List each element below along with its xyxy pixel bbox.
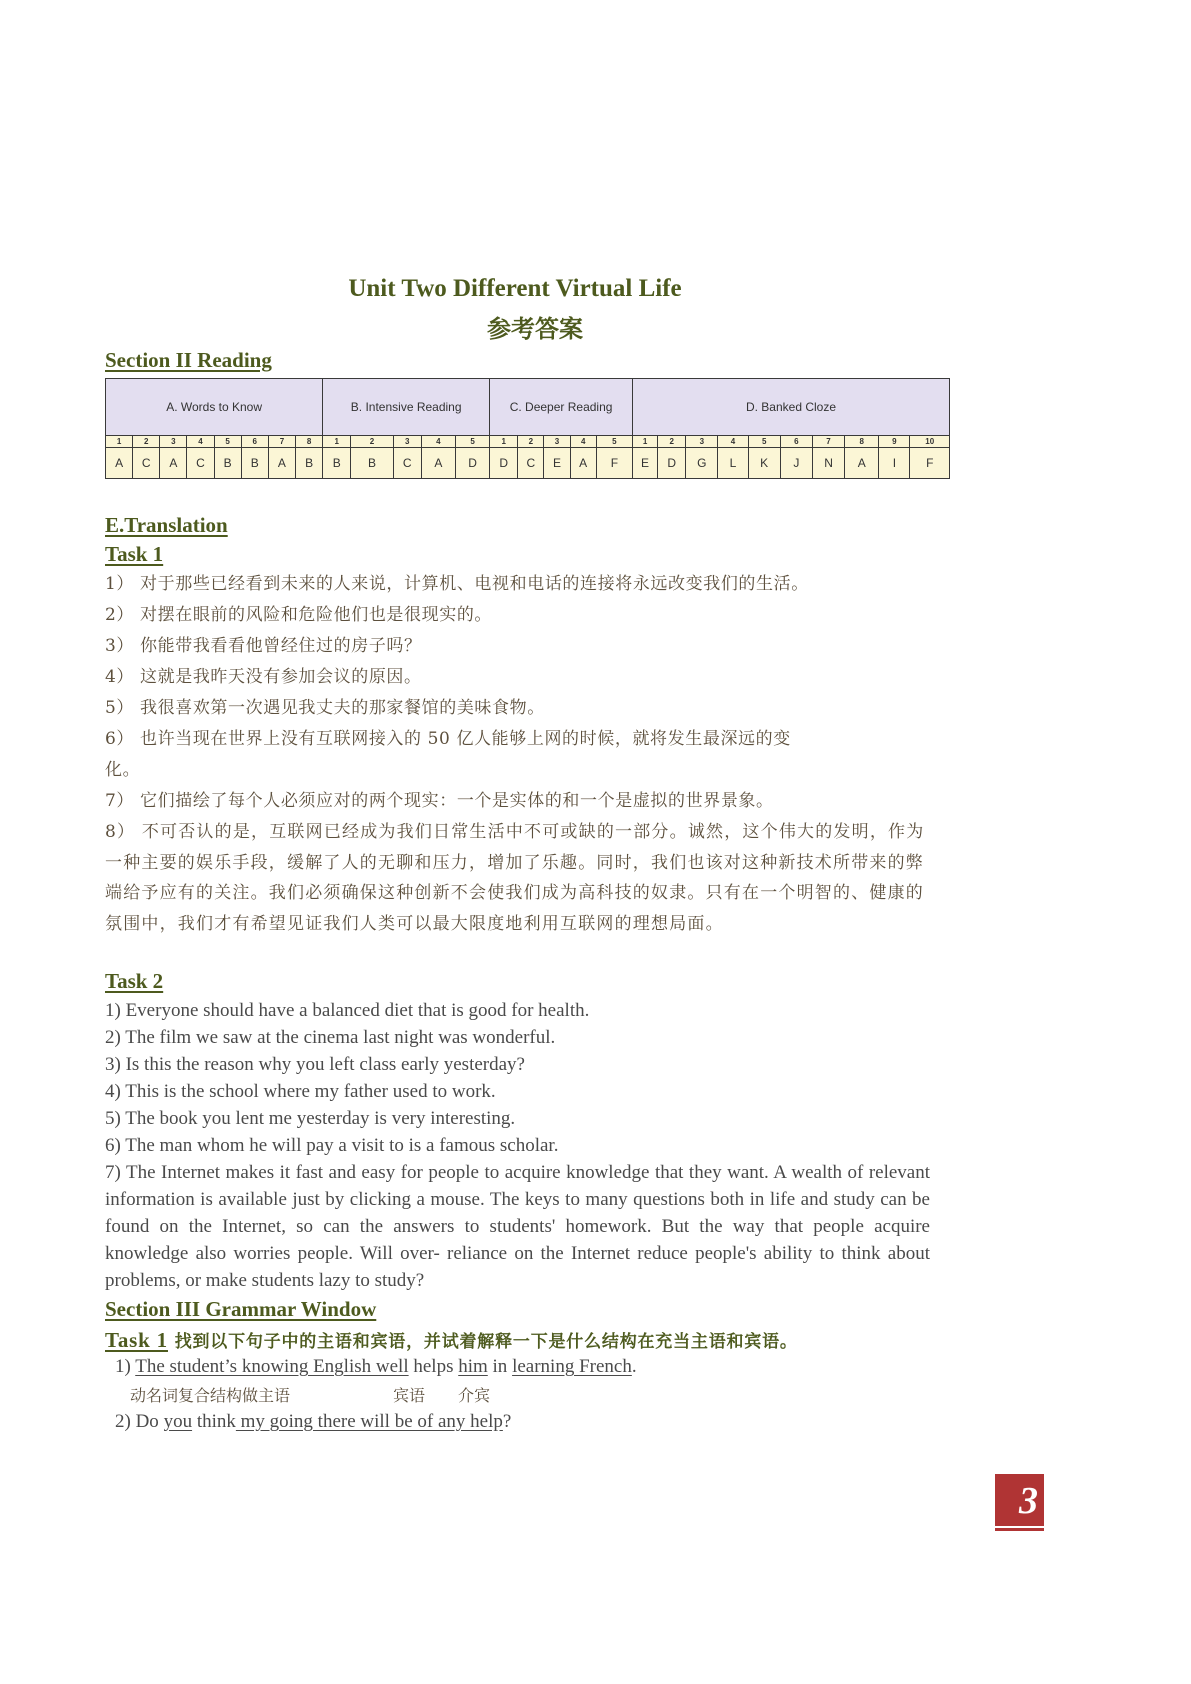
question-number-cell: 3 [544, 436, 570, 448]
question-number-cell: 2 [658, 436, 686, 448]
question-number-cell: 5 [455, 436, 489, 448]
question-number-cell: 3 [686, 436, 718, 448]
answer-cell: D [490, 448, 518, 479]
question-number-cell: 4 [718, 436, 748, 448]
answer-cell: K [748, 448, 780, 479]
subject-note: 动名词复合结构做主语 [130, 1386, 291, 1405]
object-note: 宾语 [393, 1386, 426, 1405]
answer-cell: C [133, 448, 160, 479]
translation-task2-block [105, 997, 930, 1294]
page-badge-underline [995, 1528, 1044, 1531]
question-number-cell: 4 [421, 436, 455, 448]
task2-item: 4) This is the school where my father used to work. [105, 1081, 496, 1102]
translation-task2-label: Task 2 [105, 969, 164, 993]
task1-item: 1） 对于那些已经看到未来的人来说，计算机、电视和电话的连接将永远改变我们的生活。 [105, 574, 809, 594]
question-number-cell: 10 [910, 436, 950, 448]
question-number-cell: 7 [268, 436, 295, 448]
answer-cell: B [323, 448, 351, 479]
answer-cell: C [393, 448, 421, 479]
sentence-text: . [631, 1356, 637, 1377]
grammar-sentence-1 [115, 1356, 637, 1378]
task1-item: 4） 这就是我昨天没有参加会议的原因。 [105, 667, 422, 687]
answer-cell: D [455, 448, 489, 479]
sentence-prep-object: learning French [512, 1356, 632, 1377]
answer-cell: C [518, 448, 544, 479]
task1-item: 6） 也许当现在世界上没有互联网接入的 50 亿人能够上网的时候，就将发生最深远的变 [105, 729, 791, 749]
grammar-task1-heading [105, 1327, 798, 1353]
grammar-task1-instruction: 找到以下句子中的主语和宾语，并试着解释一下是什么结构在充当主语和宾语。 [167, 1332, 798, 1352]
sentence-subject: you [163, 1411, 193, 1432]
sentence-subject: The student’s knowing English well [135, 1356, 409, 1377]
task1-paragraph-8: 8） 不可否认的是，互联网已经成为我们日常生活中不可或缺的一部分。诚然，这个伟大的发明，作为一种主要的娱乐手段，缓解了人的无聊和压力，增加了乐趣。同时，我们也该对这种新技术所带来的弊端给予应有的关注。我们必须确保这种创新不会使我们成为高科技的奴隶。只有在一个明智的、健康的氛围中，我们才有希望见证我们人类可以最大限度地利用互联网的理想局面。 [105, 822, 925, 934]
answer-cell: G [686, 448, 718, 479]
question-number-cell: 3 [393, 436, 421, 448]
grammar-sentence-2 [115, 1411, 511, 1433]
answer-cell: A [268, 448, 295, 479]
task1-item: 5） 我很喜欢第一次遇见我丈夫的那家餐馆的美味食物。 [105, 698, 545, 718]
task1-item: 2） 对摆在眼前的风险和危险他们也是很现实的。 [105, 605, 493, 625]
task2-item: 6) The man whom he will pay a visit to is a famous scholar. [105, 1135, 559, 1156]
grammar-task1-label: Task 1 [105, 1328, 168, 1352]
question-number-cell: 1 [106, 436, 133, 448]
question-number-cell: 1 [632, 436, 657, 448]
task2-item: 2) The film we saw at the cinema last night was wonderful. [105, 1027, 556, 1048]
question-number-cell: 2 [518, 436, 544, 448]
task2-paragraph-7: 7) The Internet makes it fast and easy for people to acquire knowledge that they want. A wealth of relevant information is available just by clicking a mouse. The keys to many questions both in life and study can be found on the Internet, so can the answers to students' homework. But the way that people acquire knowledge also worries people. Will over- reliance on the Internet reduce people's ability to think about problems, or make students lazy to study? [105, 1162, 930, 1291]
answer-cell: D [658, 448, 686, 479]
answer-table-header-row [106, 379, 950, 436]
page-number: 3 [1019, 1480, 1038, 1522]
answer-cell: A [570, 448, 596, 479]
question-number-cell: 3 [160, 436, 187, 448]
unit-title: Unit Two Different Virtual Life [348, 275, 682, 302]
answer-cell: B [351, 448, 393, 479]
answer-key-title: 参考答案 [487, 314, 583, 343]
answer-cell: F [596, 448, 632, 479]
question-number-cell: 5 [748, 436, 780, 448]
answer-table-answer-row [106, 448, 950, 479]
answer-cell: A [160, 448, 187, 479]
question-number-cell: 1 [490, 436, 518, 448]
question-number-cell: 4 [187, 436, 214, 448]
sentence-object: him [458, 1356, 488, 1377]
question-number-cell: 8 [845, 436, 879, 448]
sentence-text: Do [135, 1411, 164, 1432]
answer-group-header: C. Deeper Reading [490, 379, 633, 436]
sentence-number: 2) [115, 1411, 136, 1432]
answer-cell: C [187, 448, 214, 479]
answer-cell: B [241, 448, 268, 479]
sentence-object: my going there will be of any help [235, 1411, 503, 1432]
answer-cell: E [544, 448, 570, 479]
translation-task1-block [105, 569, 930, 939]
answer-cell: A [106, 448, 133, 479]
sentence-number: 1) [115, 1356, 136, 1377]
section-3-heading: Section III Grammar Window [105, 1297, 377, 1321]
task2-item: 3) Is this the reason why you left class early yesterday? [105, 1054, 525, 1075]
sentence-text: in [487, 1356, 513, 1377]
answer-group-header: B. Intensive Reading [323, 379, 490, 436]
answer-cell: A [845, 448, 879, 479]
answer-table [105, 378, 950, 479]
sentence-text: helps [408, 1356, 459, 1377]
section-2-heading: Section II Reading [105, 348, 272, 372]
answer-table-number-row [106, 436, 950, 448]
question-number-cell: 5 [214, 436, 241, 448]
question-number-cell: 6 [241, 436, 268, 448]
page-number-badge [995, 1474, 1044, 1526]
task2-item: 1) Everyone should have a balanced diet that is good for health. [105, 1000, 590, 1021]
task1-item-continuation: 化。 [105, 760, 141, 780]
question-number-cell: 8 [295, 436, 322, 448]
task1-item: 7） 它们描绘了每个人必须应对的两个现实：一个是实体的和一个是虚拟的世界景象。 [105, 791, 774, 811]
answer-cell: B [214, 448, 241, 479]
sentence-text: ? [502, 1411, 512, 1432]
answer-group-header: D. Banked Cloze [632, 379, 949, 436]
answer-cell: A [421, 448, 455, 479]
answer-cell: N [812, 448, 844, 479]
question-number-cell: 7 [812, 436, 844, 448]
answer-cell: B [295, 448, 322, 479]
question-number-cell: 9 [879, 436, 910, 448]
task1-item: 3） 你能带我看看他曾经住过的房子吗？ [105, 636, 422, 656]
answer-cell: I [879, 448, 910, 479]
answer-cell: J [780, 448, 812, 479]
answer-group-header: A. Words to Know [106, 379, 323, 436]
question-number-cell: 6 [780, 436, 812, 448]
task2-item: 5) The book you lent me yesterday is very interesting. [105, 1108, 516, 1129]
prep-object-note: 介宾 [458, 1386, 491, 1405]
answer-cell: F [910, 448, 950, 479]
translation-task1-label: Task 1 [105, 542, 164, 566]
question-number-cell: 2 [133, 436, 160, 448]
question-number-cell: 5 [596, 436, 632, 448]
answer-cell: L [718, 448, 748, 479]
question-number-cell: 4 [570, 436, 596, 448]
question-number-cell: 1 [323, 436, 351, 448]
answer-cell: E [632, 448, 657, 479]
question-number-cell: 2 [351, 436, 393, 448]
translation-heading: E.Translation [105, 513, 228, 537]
sentence-text: think [192, 1411, 236, 1432]
